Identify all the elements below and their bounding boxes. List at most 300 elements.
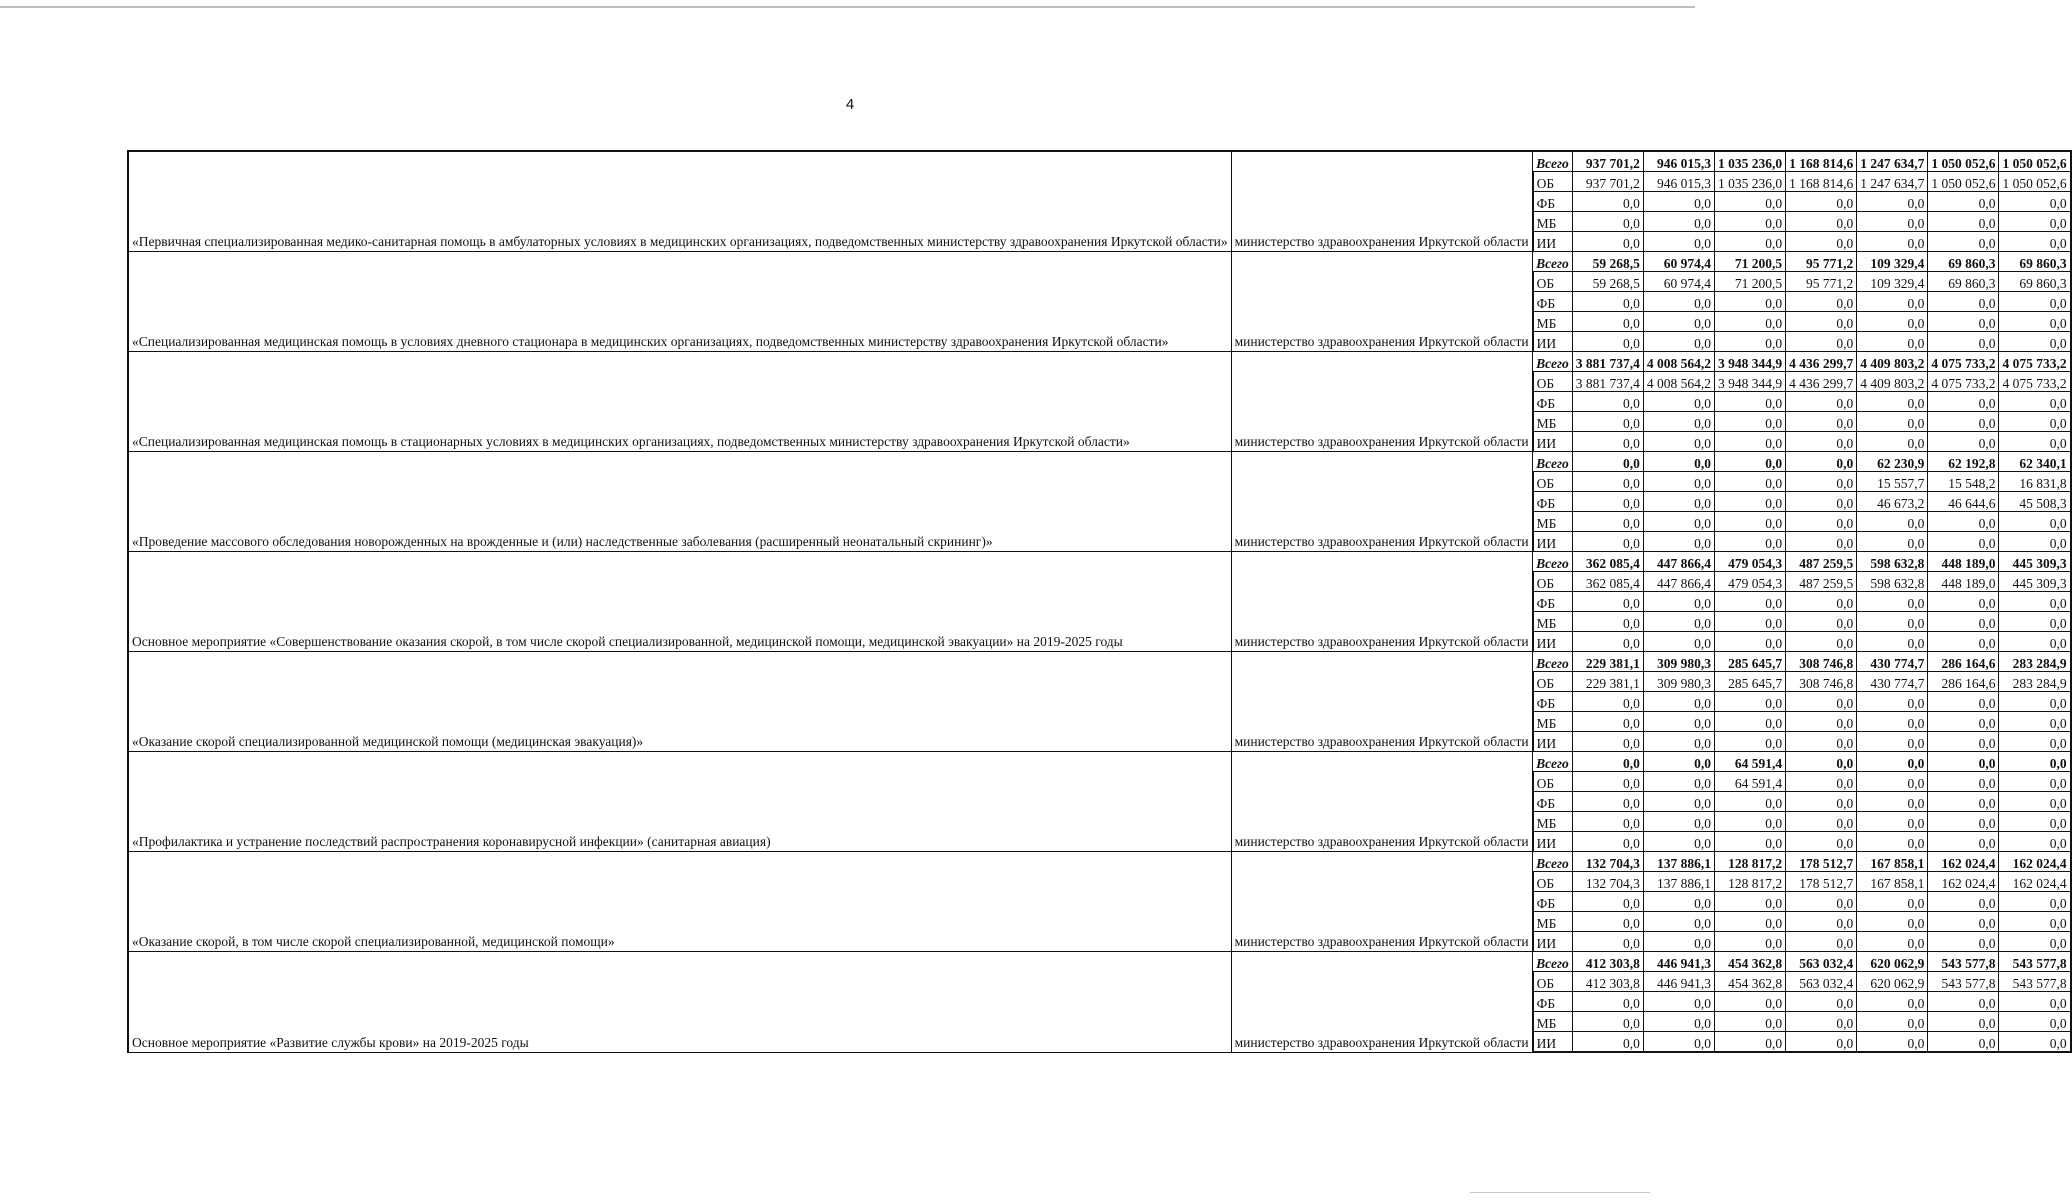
amount-cell: 0,0 [1999,812,2071,832]
amount-cell: 0,0 [1928,932,1999,952]
amount-cell: 59 268,5 [1572,252,1643,272]
amount-cell: 0,0 [1572,792,1643,812]
amount-cell: 412 303,8 [1572,952,1643,972]
amount-cell: 46 673,2 [1857,492,1928,512]
amount-cell: 0,0 [1643,432,1714,452]
amount-cell: 0,0 [1786,532,1857,552]
amount-cell: 46 644,6 [1928,492,1999,512]
amount-cell: 0,0 [1572,752,1643,772]
amount-cell: 309 980,3 [1643,652,1714,672]
amount-cell: 0,0 [1999,532,2071,552]
amount-cell: 0,0 [1643,1012,1714,1032]
amount-cell: 162 024,4 [1928,872,1999,892]
amount-cell: 4 008 564,2 [1643,372,1714,392]
amount-cell: 0,0 [1857,312,1928,332]
amount-cell: 946 015,3 [1643,172,1714,192]
amount-cell: 0,0 [1999,292,2071,312]
amount-cell: 454 362,8 [1714,952,1785,972]
amount-cell: 283 284,9 [1999,672,2071,692]
responsible-executor: министерство здравоохранения Иркутской области [1231,852,1533,952]
amount-cell: 446 941,3 [1643,972,1714,992]
amount-cell: 0,0 [1857,412,1928,432]
amount-cell: 0,0 [1786,332,1857,352]
funding-source: ИИ [1533,432,1573,452]
amount-cell: 0,0 [1572,812,1643,832]
amount-cell: 0,0 [1572,832,1643,852]
amount-cell: 0,0 [1999,432,2071,452]
amount-cell: 0,0 [1572,732,1643,752]
amount-cell: 0,0 [1714,1012,1785,1032]
amount-cell: 0,0 [1928,412,1999,432]
amount-cell: 1 168 814,6 [1786,151,1857,172]
amount-cell: 0,0 [1857,772,1928,792]
amount-cell: 283 284,9 [1999,652,2071,672]
amount-cell: 137 886,1 [1643,872,1714,892]
amount-cell: 0,0 [1928,232,1999,252]
amount-cell: 0,0 [1786,592,1857,612]
amount-cell: 0,0 [1786,932,1857,952]
amount-cell: 598 632,8 [1857,552,1928,572]
amount-cell: 0,0 [1714,832,1785,852]
funding-source: ФБ [1533,292,1573,312]
amount-cell: 1 050 052,6 [1999,151,2071,172]
amount-cell: 0,0 [1714,392,1785,412]
amount-cell: 448 189,0 [1928,572,1999,592]
amount-cell: 109 329,4 [1857,252,1928,272]
amount-cell: 0,0 [1572,452,1643,472]
amount-cell: 1 247 634,7 [1857,151,1928,172]
amount-cell: 0,0 [1786,392,1857,412]
amount-cell: 0,0 [1928,332,1999,352]
amount-cell: 0,0 [1786,712,1857,732]
amount-cell: 3 881 737,4 [1572,352,1643,372]
table-row [128,652,2071,672]
amount-cell: 0,0 [1857,752,1928,772]
amount-cell: 4 409 803,2 [1857,352,1928,372]
funding-source: ИИ [1533,532,1573,552]
amount-cell: 563 032,4 [1786,972,1857,992]
funding-source: ОБ [1533,372,1573,392]
amount-cell: 0,0 [1857,732,1928,752]
amount-cell: 0,0 [1643,892,1714,912]
amount-cell: 0,0 [1643,472,1714,492]
amount-cell: 0,0 [1786,492,1857,512]
amount-cell: 0,0 [1572,232,1643,252]
amount-cell: 0,0 [1857,812,1928,832]
amount-cell: 0,0 [1999,412,2071,432]
activity-name: «Специализированная медицинская помощь в условиях дневного стационара в медицинских организациях, подведомственных министерству здравоохранения Иркутской области» [128,252,1231,352]
amount-cell: 15 548,2 [1928,472,1999,492]
funding-source: ИИ [1533,1032,1573,1053]
amount-cell: 0,0 [1928,212,1999,232]
funding-source: ФБ [1533,792,1573,812]
amount-cell: 0,0 [1572,432,1643,452]
funding-table [127,150,2072,1053]
amount-cell: 946 015,3 [1643,151,1714,172]
amount-cell: 64 591,4 [1714,772,1785,792]
activity-name: «Оказание скорой специализированной медицинской помощи (медицинская эвакуация)» [128,652,1231,752]
amount-cell: 0,0 [1714,1032,1785,1053]
amount-cell: 0,0 [1714,792,1785,812]
amount-cell: 229 381,1 [1572,672,1643,692]
amount-cell: 0,0 [1857,432,1928,452]
amount-cell: 0,0 [1643,232,1714,252]
amount-cell: 0,0 [1786,292,1857,312]
amount-cell: 308 746,8 [1786,672,1857,692]
amount-cell: 0,0 [1572,292,1643,312]
amount-cell: 4 008 564,2 [1643,352,1714,372]
amount-cell: 128 817,2 [1714,852,1785,872]
amount-cell: 0,0 [1857,332,1928,352]
amount-cell: 16 831,8 [1999,472,2071,492]
amount-cell: 128 817,2 [1714,872,1785,892]
amount-cell: 0,0 [1999,792,2071,812]
amount-cell: 162 024,4 [1999,872,2071,892]
amount-cell: 412 303,8 [1572,972,1643,992]
amount-cell: 132 704,3 [1572,872,1643,892]
responsible-executor: министерство здравоохранения Иркутской области [1231,552,1533,652]
amount-cell: 0,0 [1643,512,1714,532]
funding-source: МБ [1533,712,1573,732]
amount-cell: 0,0 [1857,392,1928,412]
funding-source: ИИ [1533,232,1573,252]
amount-cell: 0,0 [1786,412,1857,432]
funding-source: Всего [1533,852,1573,872]
amount-cell: 0,0 [1643,712,1714,732]
amount-cell: 0,0 [1572,612,1643,632]
amount-cell: 0,0 [1999,1012,2071,1032]
table-row [128,552,2071,572]
amount-cell: 0,0 [1572,412,1643,432]
amount-cell: 62 230,9 [1857,452,1928,472]
amount-cell: 0,0 [1786,832,1857,852]
amount-cell: 0,0 [1857,532,1928,552]
amount-cell: 479 054,3 [1714,572,1785,592]
funding-source: ИИ [1533,332,1573,352]
amount-cell: 937 701,2 [1572,172,1643,192]
amount-cell: 0,0 [1786,312,1857,332]
amount-cell: 430 774,7 [1857,672,1928,692]
amount-cell: 0,0 [1572,892,1643,912]
amount-cell: 0,0 [1857,892,1928,912]
funding-source: МБ [1533,812,1573,832]
amount-cell: 0,0 [1643,792,1714,812]
amount-cell: 0,0 [1999,992,2071,1012]
amount-cell: 0,0 [1643,932,1714,952]
amount-cell: 487 259,5 [1786,552,1857,572]
amount-cell: 0,0 [1928,532,1999,552]
amount-cell: 0,0 [1857,692,1928,712]
amount-cell: 64 591,4 [1714,752,1785,772]
responsible-executor: министерство здравоохранения Иркутской области [1231,952,1533,1053]
funding-source: МБ [1533,512,1573,532]
amount-cell: 0,0 [1999,332,2071,352]
amount-cell: 447 866,4 [1643,572,1714,592]
amount-cell: 1 247 634,7 [1857,172,1928,192]
table-body [128,151,2071,1052]
responsible-executor: министерство здравоохранения Иркутской области [1231,151,1533,252]
amount-cell: 0,0 [1714,932,1785,952]
amount-cell: 0,0 [1928,712,1999,732]
amount-cell: 0,0 [1857,712,1928,732]
responsible-executor: министерство здравоохранения Иркутской области [1231,352,1533,452]
amount-cell: 0,0 [1714,312,1785,332]
table-row [128,952,2071,972]
amount-cell: 60 974,4 [1643,272,1714,292]
amount-cell: 0,0 [1999,732,2071,752]
amount-cell: 620 062,9 [1857,952,1928,972]
funding-source: Всего [1533,952,1573,972]
activity-name: «Первичная специализированная медико-санитарная помощь в амбулаторных условиях в медицинских организациях, подведомственных министерству здравоохранения Иркутской области» [128,151,1231,252]
amount-cell: 0,0 [1928,752,1999,772]
funding-source: ОБ [1533,872,1573,892]
amount-cell: 0,0 [1857,992,1928,1012]
amount-cell: 0,0 [1714,332,1785,352]
amount-cell: 543 577,8 [1999,952,2071,972]
responsible-executor: министерство здравоохранения Иркутской области [1231,752,1533,852]
activity-name: Основное мероприятие «Совершенствование оказания скорой, в том числе скорой специализированной, медицинской помощи, медицинской эвакуации» на 2019-2025 годы [128,552,1231,652]
amount-cell: 0,0 [1643,212,1714,232]
amount-cell: 0,0 [1786,1012,1857,1032]
amount-cell: 285 645,7 [1714,672,1785,692]
amount-cell: 0,0 [1786,772,1857,792]
amount-cell: 167 858,1 [1857,872,1928,892]
amount-cell: 0,0 [1999,1032,2071,1053]
amount-cell: 0,0 [1786,792,1857,812]
amount-cell: 0,0 [1928,392,1999,412]
amount-cell: 4 075 733,2 [1928,352,1999,372]
funding-source: ОБ [1533,972,1573,992]
amount-cell: 0,0 [1928,312,1999,332]
amount-cell: 285 645,7 [1714,652,1785,672]
amount-cell: 543 577,8 [1928,972,1999,992]
amount-cell: 0,0 [1999,932,2071,952]
amount-cell: 0,0 [1714,632,1785,652]
amount-cell: 137 886,1 [1643,852,1714,872]
amount-cell: 0,0 [1928,792,1999,812]
amount-cell: 0,0 [1572,532,1643,552]
funding-source: ОБ [1533,272,1573,292]
amount-cell: 0,0 [1928,592,1999,612]
scan-bottom-mark [1470,1192,1650,1193]
amount-cell: 0,0 [1928,292,1999,312]
amount-cell: 4 436 299,7 [1786,372,1857,392]
amount-cell: 0,0 [1572,632,1643,652]
amount-cell: 0,0 [1857,912,1928,932]
amount-cell: 0,0 [1714,892,1785,912]
table-row [128,752,2071,772]
amount-cell: 454 362,8 [1714,972,1785,992]
funding-source: ИИ [1533,732,1573,752]
amount-cell: 0,0 [1643,452,1714,472]
amount-cell: 0,0 [1999,212,2071,232]
amount-cell: 1 050 052,6 [1928,172,1999,192]
amount-cell: 0,0 [1857,792,1928,812]
amount-cell: 0,0 [1714,712,1785,732]
amount-cell: 0,0 [1928,192,1999,212]
amount-cell: 0,0 [1572,212,1643,232]
amount-cell: 0,0 [1714,492,1785,512]
amount-cell: 0,0 [1857,932,1928,952]
amount-cell: 0,0 [1572,1012,1643,1032]
amount-cell: 0,0 [1643,992,1714,1012]
amount-cell: 0,0 [1643,392,1714,412]
funding-source: Всего [1533,452,1573,472]
amount-cell: 0,0 [1714,212,1785,232]
amount-cell: 1 050 052,6 [1928,151,1999,172]
amount-cell: 0,0 [1928,732,1999,752]
funding-source: МБ [1533,1012,1573,1032]
amount-cell: 0,0 [1928,612,1999,632]
amount-cell: 0,0 [1786,692,1857,712]
amount-cell: 4 436 299,7 [1786,352,1857,372]
funding-source: Всего [1533,252,1573,272]
funding-source: ОБ [1533,472,1573,492]
amount-cell: 0,0 [1786,732,1857,752]
amount-cell: 308 746,8 [1786,652,1857,672]
amount-cell: 3 881 737,4 [1572,372,1643,392]
amount-cell: 0,0 [1928,692,1999,712]
amount-cell: 62 340,1 [1999,452,2071,472]
amount-cell: 69 860,3 [1928,272,1999,292]
amount-cell: 1 035 236,0 [1714,172,1785,192]
amount-cell: 0,0 [1786,1032,1857,1053]
amount-cell: 0,0 [1643,612,1714,632]
funding-source: ОБ [1533,572,1573,592]
amount-cell: 0,0 [1714,992,1785,1012]
amount-cell: 0,0 [1714,592,1785,612]
amount-cell: 0,0 [1857,192,1928,212]
amount-cell: 0,0 [1643,692,1714,712]
amount-cell: 0,0 [1714,532,1785,552]
amount-cell: 0,0 [1999,712,2071,732]
amount-cell: 598 632,8 [1857,572,1928,592]
table-row [128,852,2071,872]
amount-cell: 0,0 [1643,292,1714,312]
amount-cell: 3 948 344,9 [1714,372,1785,392]
amount-cell: 286 164,6 [1928,672,1999,692]
amount-cell: 0,0 [1572,692,1643,712]
amount-cell: 0,0 [1786,992,1857,1012]
amount-cell: 0,0 [1714,192,1785,212]
amount-cell: 229 381,1 [1572,652,1643,672]
amount-cell: 0,0 [1857,612,1928,632]
amount-cell: 0,0 [1714,472,1785,492]
amount-cell: 0,0 [1572,712,1643,732]
amount-cell: 0,0 [1857,512,1928,532]
funding-source: ИИ [1533,832,1573,852]
amount-cell: 0,0 [1786,452,1857,472]
amount-cell: 0,0 [1643,1032,1714,1053]
amount-cell: 0,0 [1928,832,1999,852]
amount-cell: 0,0 [1999,752,2071,772]
amount-cell: 446 941,3 [1643,952,1714,972]
amount-cell: 0,0 [1786,632,1857,652]
funding-source: Всего [1533,552,1573,572]
amount-cell: 0,0 [1999,392,2071,412]
amount-cell: 937 701,2 [1572,151,1643,172]
page-number: 4 [845,96,855,113]
amount-cell: 0,0 [1714,232,1785,252]
amount-cell: 620 062,9 [1857,972,1928,992]
amount-cell: 69 860,3 [1999,252,2071,272]
amount-cell: 0,0 [1786,432,1857,452]
funding-source: ОБ [1533,772,1573,792]
amount-cell: 45 508,3 [1999,492,2071,512]
funding-source: ФБ [1533,492,1573,512]
funding-source: Всего [1533,352,1573,372]
amount-cell: 4 075 733,2 [1999,352,2071,372]
amount-cell: 162 024,4 [1928,852,1999,872]
amount-cell: 0,0 [1643,812,1714,832]
amount-cell: 15 557,7 [1857,472,1928,492]
amount-cell: 0,0 [1714,812,1785,832]
amount-cell: 0,0 [1572,772,1643,792]
amount-cell: 0,0 [1714,732,1785,752]
amount-cell: 0,0 [1786,812,1857,832]
funding-source: МБ [1533,212,1573,232]
amount-cell: 59 268,5 [1572,272,1643,292]
funding-source: ФБ [1533,992,1573,1012]
responsible-executor: министерство здравоохранения Иркутской области [1231,252,1533,352]
amount-cell: 1 050 052,6 [1999,172,2071,192]
amount-cell: 0,0 [1999,592,2071,612]
funding-source: ОБ [1533,672,1573,692]
amount-cell: 0,0 [1643,752,1714,772]
funding-source: ФБ [1533,392,1573,412]
amount-cell: 0,0 [1572,332,1643,352]
activity-name: «Профилактика и устранение последствий распространения коронавирусной инфекции» (санитарная авиация) [128,752,1231,852]
funding-source: Всего [1533,652,1573,672]
amount-cell: 0,0 [1714,412,1785,432]
amount-cell: 543 577,8 [1928,952,1999,972]
amount-cell: 0,0 [1572,312,1643,332]
amount-cell: 0,0 [1999,192,2071,212]
funding-source: ФБ [1533,192,1573,212]
amount-cell: 62 192,8 [1928,452,1999,472]
amount-cell: 0,0 [1786,912,1857,932]
amount-cell: 0,0 [1786,752,1857,772]
amount-cell: 0,0 [1999,832,2071,852]
amount-cell: 0,0 [1857,212,1928,232]
amount-cell: 69 860,3 [1928,252,1999,272]
amount-cell: 71 200,5 [1714,272,1785,292]
amount-cell: 0,0 [1928,1032,1999,1053]
amount-cell: 0,0 [1786,512,1857,532]
amount-cell: 447 866,4 [1643,552,1714,572]
amount-cell: 69 860,3 [1999,272,2071,292]
amount-cell: 0,0 [1572,1032,1643,1053]
amount-cell: 0,0 [1786,192,1857,212]
amount-cell: 0,0 [1857,1012,1928,1032]
amount-cell: 4 075 733,2 [1928,372,1999,392]
amount-cell: 0,0 [1786,232,1857,252]
amount-cell: 362 085,4 [1572,572,1643,592]
amount-cell: 0,0 [1928,432,1999,452]
funding-source: МБ [1533,612,1573,632]
amount-cell: 0,0 [1999,512,2071,532]
funding-source: МБ [1533,312,1573,332]
amount-cell: 0,0 [1643,312,1714,332]
amount-cell: 178 512,7 [1786,852,1857,872]
amount-cell: 0,0 [1857,292,1928,312]
amount-cell: 0,0 [1643,192,1714,212]
amount-cell: 0,0 [1857,832,1928,852]
amount-cell: 0,0 [1643,832,1714,852]
amount-cell: 1 035 236,0 [1714,151,1785,172]
amount-cell: 0,0 [1572,472,1643,492]
table-row [128,151,2071,172]
